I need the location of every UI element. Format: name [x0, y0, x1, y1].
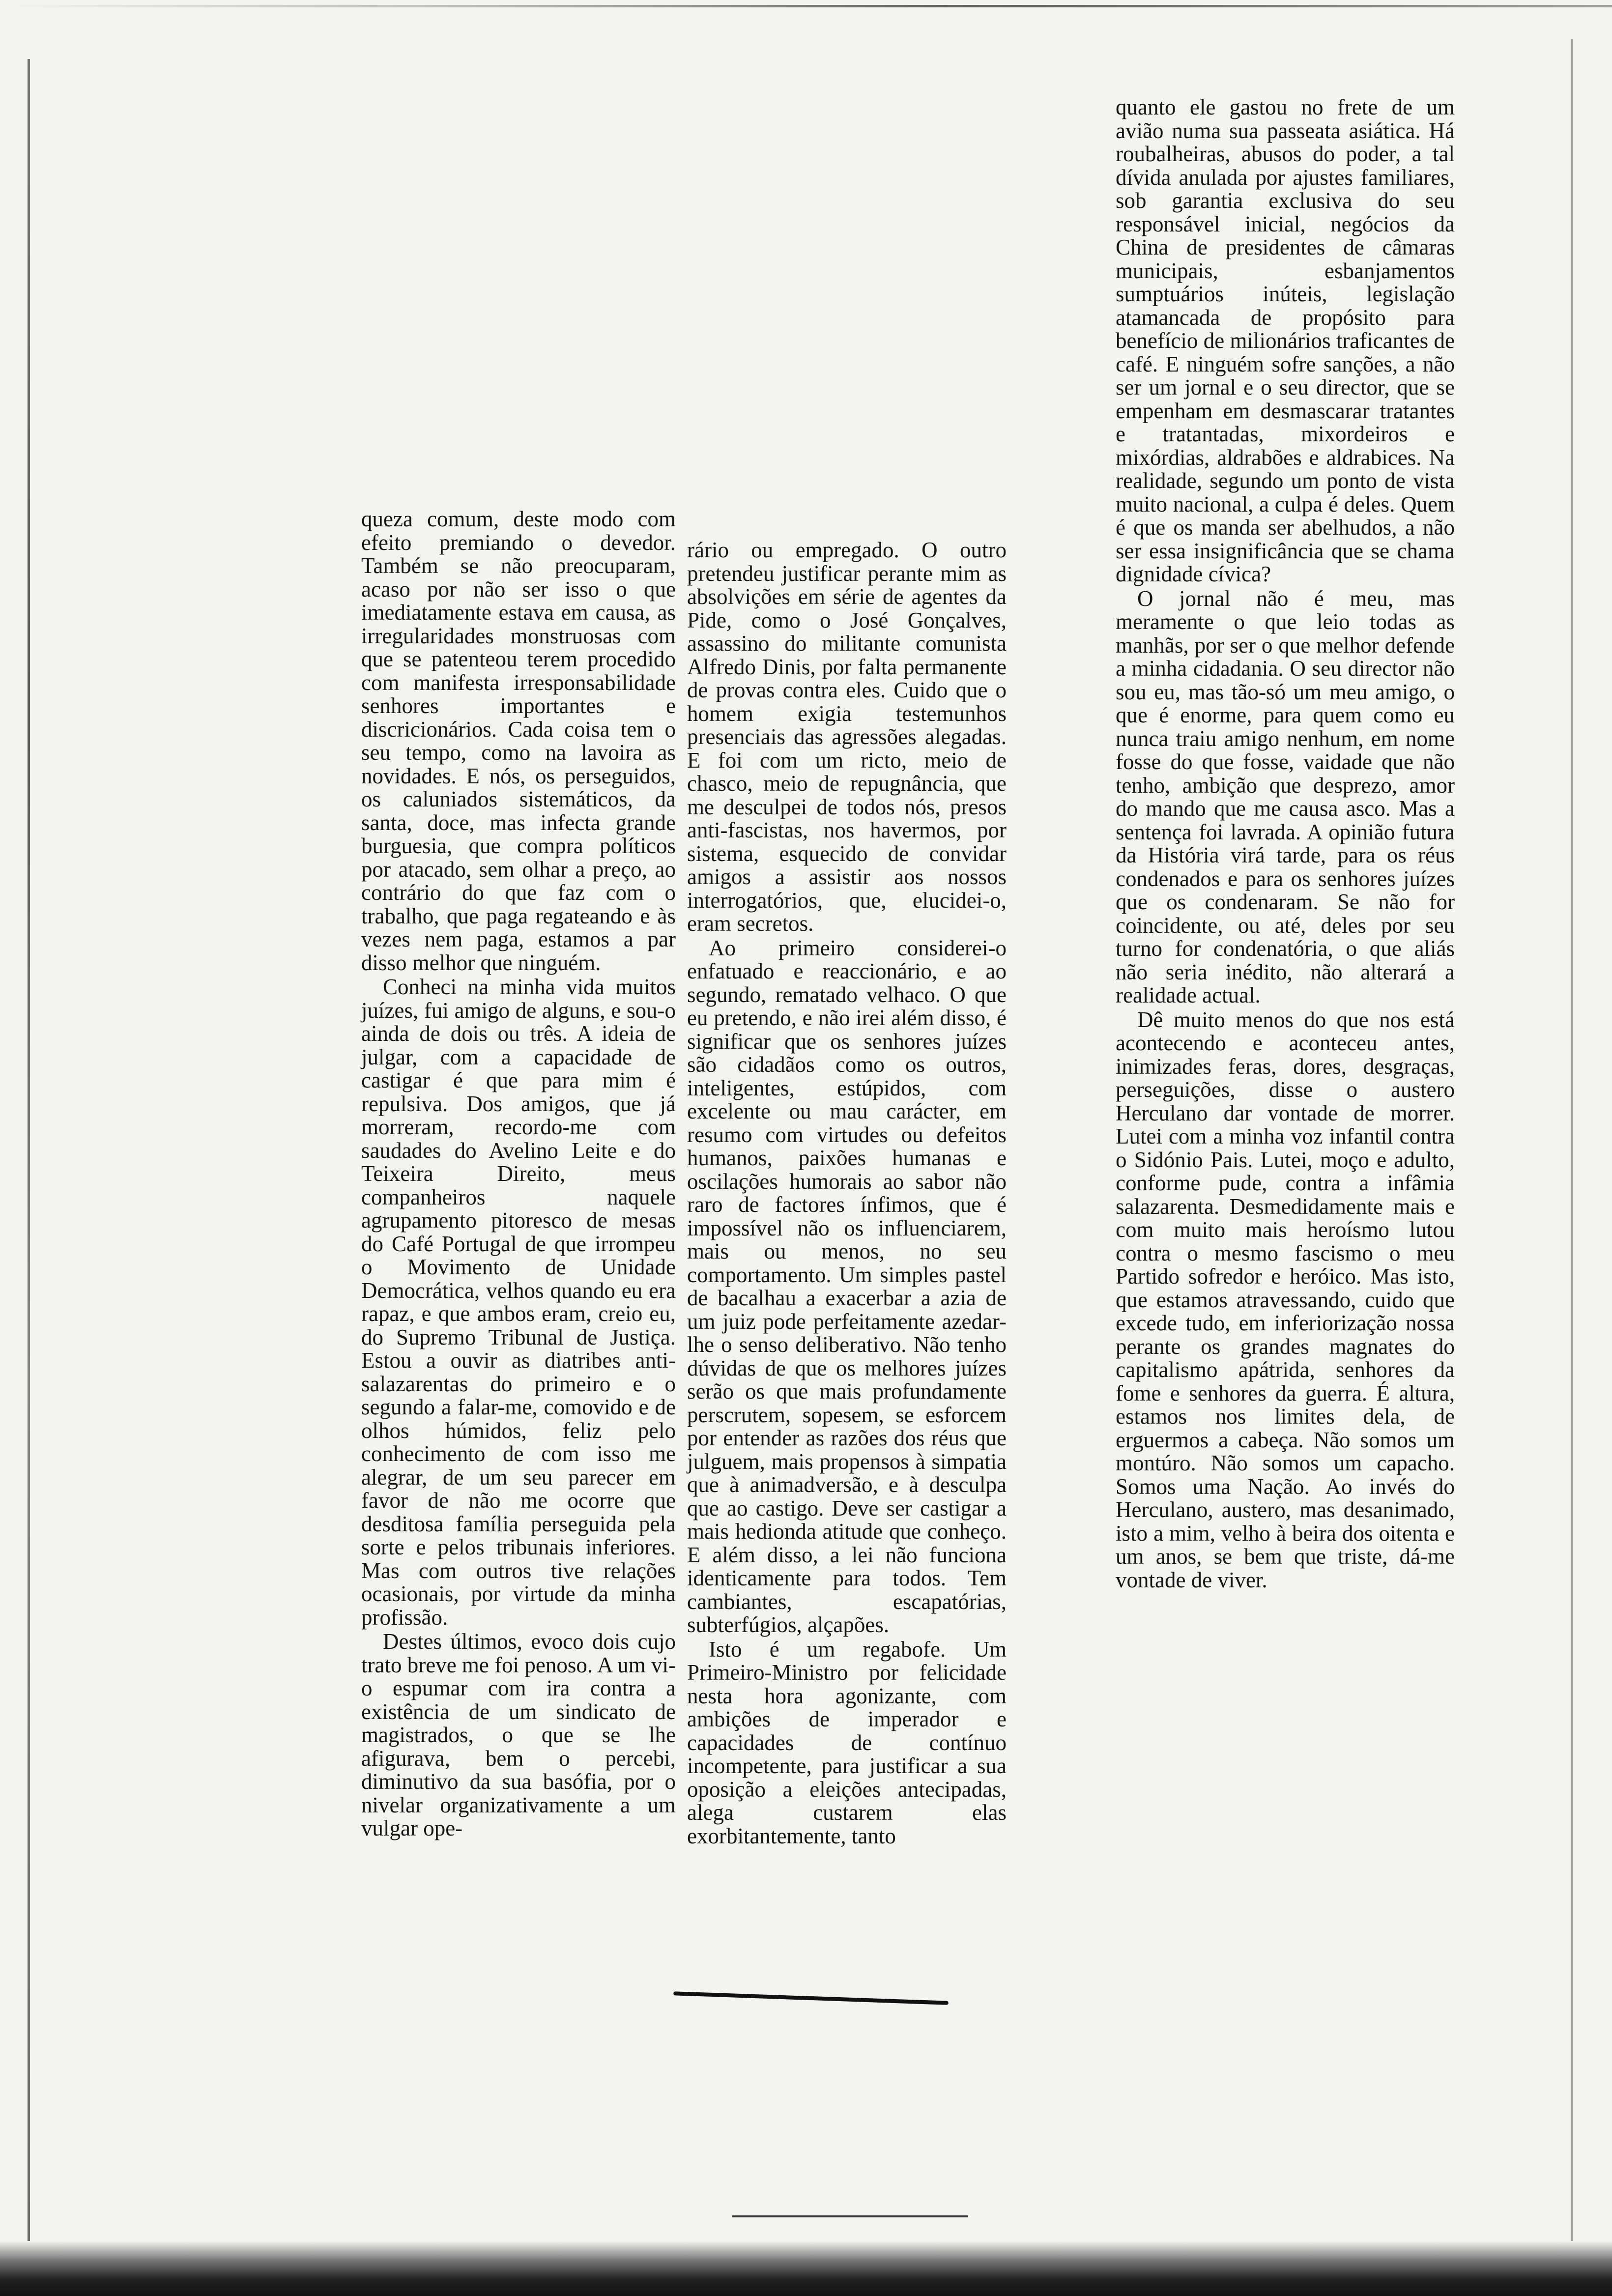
column-3-paragraph-1: quanto ele gastou no frete de um avião numa sua passeata asiática. Há roubalheiras, abusos do poder, a tal dívida anulada por ajustes familiares, sob garantia exclusiva do seu responsável inicial, negócios da China de presidentes de câmaras municipais, esbanjamentos sumptuários inúteis, legislação atamancada de propósito para benefício de milionários traficantes de café. E ninguém sofre sanções, a não ser um jornal e o seu director, que se empenham em desmascarar tratantes e tratantadas, mixordeiros e mixórdias, aldrabões e aldrabices. Na realidade, segundo um ponto de vista muito nacional, a culpa é deles. Quem é que os manda ser abelhudos, a não ser essa insignificância que se chama dignidade cívica? [1116, 95, 1455, 586]
bottom-scan-edge [0, 2241, 1612, 2296]
column-2-paragraph-2: Ao primeiro considerei-o enfatuado e reaccionário, e ao segundo, rematado velhaco. O que eu pretendo, e não irei além disso, é significar que os senhores juízes são cidadãos como os outros, inteligentes, estúpidos, com excelente ou mau carácter, em resumo com virtudes ou defeitos humanos, paixões humanas e oscilações humorais ao sabor não raro de factores ínfimos, que é impossível não os influenciarem, mais ou menos, no seu comportamento. Um simples pastel de bacalhau a exacerbar a azia de um juiz pode perfeitamente azedar-lhe o senso deliberativo. Não tenho dúvidas de que os melhores juízes serão os que mais profundamente perscrutem, sopesem, se esforcem por entender as razões dos réus que julguem, mais propensos à simpatia que à animadversão, e à desculpa que ao castigo. Deve ser castigar a mais hedionda atitude que conheço. E além disso, a lei não funciona identicamente para todos. Tem cambiantes, escapatórias, subterfúgios, alçapões. [687, 935, 1007, 1637]
column-2-paragraph-3: Isto é um regabofe. Um Primeiro-Ministro por felicidade nesta hora agonizante, com ambições de imperador e capacidades de contínuo incompetente, para justificar a sua oposição a eleições antecipadas, alega custarem elas exorbitantemente, tanto [687, 1636, 1007, 1848]
bottom-rule [732, 2215, 968, 2217]
column-2-paragraph-1: rário ou empregado. O outro pretendeu justificar perante mim as absolvições em série de agentes da Pide, como o José Gonçalves, assassino do militante comunista Alfredo Dinis, por falta permanente de provas contra eles. Cuido que o homem exigia testemunhos presenciais das agressões alegadas. E foi com um ricto, meio de chasco, meio de repugnância, que me desculpei de todos nós, presos anti-fascistas, nos havermos, por sistema, esquecido de convidar amigos a assistir aos nossos interrogatórios, que, elucidei-o, eram secretos. [687, 538, 1007, 936]
left-page-fold-line [28, 59, 30, 2261]
column-1-paragraph-1: queza comum, deste modo com efeito premiando o devedor. Também se não preocuparam, acaso por não ser isso o que imediatamente estava em causa, as irregularidades monstruosas com que se patenteou terem procedido com manifesta irresponsabilidade senhores importantes e discricionários. Cada coisa tem o seu tempo, como na lavoira as novidades. E nós, os perseguidos, os caluniados sistemáticos, da santa, doce, mas infecta grande burguesia, que compra políticos por atacado, sem olhar a preço, ao contrário do que faz com o trabalho, que paga regateando e às vezes nem paga, estamos a par disso melhor que ninguém. [361, 507, 676, 975]
column-2 [687, 539, 1007, 1848]
column-3-paragraph-3: Dê muito menos do que nos está acontecendo e aconteceu antes, inimizades feras, dores, desgraças, perseguições, disse o austero Herculano dar vontade de morrer. Lutei com a minha voz infantil contra o Sidónio Pais. Lutei, moço e adulto, conforme pude, contra a infâmia salazarenta. Desmedidamente mais e com muito mais heroísmo lutou contra o mesmo fascismo o meu Partido sofredor e heróico. Mas isto, que estamos atravessando, cuido que excede tudo, em inferiorização nossa perante os grandes magnates do capitalismo apátrida, senhores da fome e senhores da guerra. É altura, estamos nos limites dela, de erguermos a cabeça. Não somos um montúro. Não somos um capacho. Somos uma Nação. Ao invés do Herculano, austero, mas desanimado, isto a mim, velho à beira dos oitenta e um anos, se bem que triste, dá-me vontade de viver. [1116, 1007, 1455, 1592]
handwritten-underline-mark [673, 1991, 949, 2005]
top-scan-edge [0, 5, 1612, 7]
column-3-paragraph-2: O jornal não é meu, mas meramente o que leio todas as manhãs, por ser o que melhor defende a minha cidadania. O seu director não sou eu, mas tão-só um meu amigo, o que é enorme, para quem como eu nunca traiu amigo nenhum, em nome fosse do que fosse, vaidade que não tenho, ambição que desprezo, amor do mando que me causa asco. Mas a sentença foi lavrada. A opinião futura da História virá tarde, para os réus condenados e para os senhores juízes que os condenaram. Se não for coincidente, ou até, deles por seu turno for condenatória, o que aliás não seria inédito, não alterará a realidade actual. [1116, 586, 1455, 1007]
column-1-paragraph-3: Destes últimos, evoco dois cujo trato breve me foi penoso. A um vi-o espumar com ira contra a existência de um sindicato de magistrados, o que se lhe afigurava, bem o percebi, diminutivo da sua basófia, por o nivelar organizativamente a um vulgar ope- [361, 1629, 676, 1840]
column-3 [1116, 96, 1455, 1592]
right-page-edge-line [1571, 39, 1573, 2261]
column-1-paragraph-2: Conheci na minha vida muitos juízes, fui amigo de alguns, e sou-o ainda de dois ou três. A ideia de julgar, com a capacidade de castigar é que para mim é repulsiva. Dos amigos, que já morreram, recordo-me com saudades do Avelino Leite e do Teixeira Direito, meus companheiros naquele agrupamento pitoresco de mesas do Café Portugal de que irrompeu o Movimento de Unidade Democrática, velhos quando eu era rapaz, e que ambos eram, creio eu, do Supremo Tribunal de Justiça. Estou a ouvir as diatribes anti-salazarentas do primeiro e o segundo a falar-me, comovido e de olhos húmidos, feliz pelo conhecimento de com isso me alegrar, de um seu parecer em favor de não me ocorre que desditosa família perseguida pela sorte e pelos tribunais inferiores. Mas com outros tive relações ocasionais, por virtude da minha profissão. [361, 975, 676, 1630]
column-1 [361, 508, 676, 1840]
